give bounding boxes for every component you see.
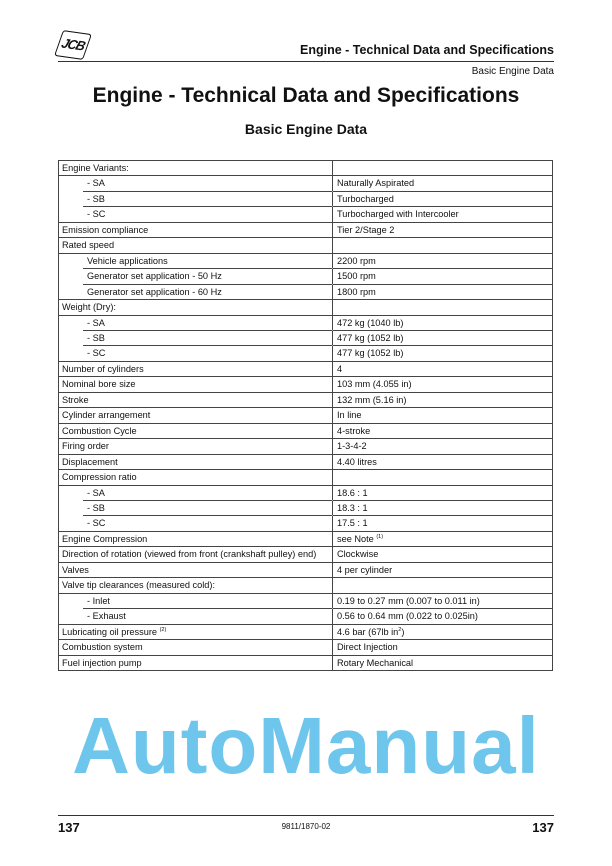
spec-value (333, 408, 552, 423)
spec-value (333, 377, 552, 392)
spec-value (333, 207, 552, 222)
spec-label (59, 377, 333, 392)
spec-value-text: 1-3-4-2 (337, 441, 367, 452)
spec-label-text: - SB (87, 332, 105, 343)
spec-label-text: Firing order (62, 441, 109, 452)
table-row (59, 640, 552, 655)
spec-label (59, 285, 333, 300)
spec-label (59, 300, 333, 315)
spec-label-text: Weight (Dry): (62, 302, 116, 313)
table-row (59, 532, 552, 547)
spec-value (333, 455, 552, 470)
spec-value (333, 192, 552, 207)
spec-value (333, 285, 552, 300)
spec-value (333, 254, 552, 269)
spec-label-text: - Inlet (87, 595, 110, 606)
table-row (59, 424, 552, 439)
spec-value (333, 501, 552, 516)
spec-label-text: - SC (87, 518, 106, 529)
spec-label (59, 547, 333, 562)
spec-value (333, 424, 552, 439)
spec-value (333, 269, 552, 284)
spec-value-text: Direct Injection (337, 642, 398, 653)
spec-label (59, 439, 333, 454)
spec-label-text: - SA (87, 487, 105, 498)
section-title: Basic Engine Data (244, 121, 368, 137)
table-row (59, 161, 552, 176)
table-row (59, 486, 552, 501)
spec-value-text: 0.56 to 0.64 mm (0.022 to 0.025in) (337, 611, 478, 622)
spec-label (59, 609, 333, 624)
table-row (59, 192, 552, 207)
table-row (59, 609, 552, 624)
page-title: Engine - Technical Data and Specifications (92, 84, 520, 107)
spec-label (59, 346, 333, 361)
spec-value (333, 362, 552, 377)
spec-value-text: 4-stroke (337, 425, 371, 436)
spec-label-text: Engine Compression (62, 533, 148, 544)
spec-label-text: Combustion system (62, 642, 143, 653)
table-row (59, 377, 552, 392)
spec-value (333, 176, 552, 191)
spec-label (59, 501, 333, 516)
spec-label (59, 393, 333, 408)
spec-value-text: Tier 2/Stage 2 (337, 224, 395, 235)
spec-label-text: Nominal bore size (62, 379, 136, 390)
table-row (59, 269, 552, 284)
footnote-ref: (2) (159, 626, 167, 633)
spec-value-text: 2200 rpm (337, 255, 376, 266)
table-row (59, 547, 552, 562)
spec-value (333, 532, 552, 547)
spec-value-text: Turbocharged with Intercooler (337, 209, 459, 220)
spec-label (59, 254, 333, 269)
spec-label (59, 578, 333, 593)
header-divider (58, 61, 554, 62)
footer-divider (58, 815, 554, 816)
spec-label-text: Rated speed (62, 240, 115, 251)
spec-value-text: 477 kg (1052 lb) (337, 348, 404, 359)
table-row (59, 238, 552, 253)
table-row (59, 594, 552, 609)
watermark: AutoManual (72, 701, 540, 790)
spec-label (59, 362, 333, 377)
spec-value-text: 103 mm (4.055 in) (337, 379, 412, 390)
spec-value-text: Rotary Mechanical (337, 657, 414, 668)
table-row (59, 300, 552, 315)
spec-label-text: Number of cylinders (62, 363, 144, 374)
spec-label (59, 176, 333, 191)
table-row (59, 316, 552, 331)
spec-value (333, 578, 552, 593)
table-row (59, 223, 552, 238)
running-header-title: Engine - Technical Data and Specifications (300, 43, 554, 57)
spec-label (59, 269, 333, 284)
spec-value (333, 393, 552, 408)
spec-value (333, 640, 552, 655)
table-row (59, 393, 552, 408)
spec-value-text: 4 per cylinder (337, 564, 393, 575)
spec-value (333, 516, 552, 531)
spec-label (59, 532, 333, 547)
spec-label-text: - SB (87, 193, 105, 204)
spec-value (333, 300, 552, 315)
spec-label (59, 207, 333, 222)
spec-label (59, 424, 333, 439)
table-row (59, 625, 552, 640)
footnote-ref: (1) (376, 533, 384, 540)
spec-label (59, 331, 333, 346)
table-row (59, 501, 552, 516)
spec-value (333, 238, 552, 253)
table-row (59, 516, 552, 531)
spec-value (333, 161, 552, 176)
spec-label (59, 223, 333, 238)
table-row (59, 455, 552, 470)
spec-value-text: see Note (337, 533, 374, 544)
spec-label (59, 594, 333, 609)
table-row (59, 346, 552, 361)
spec-value (333, 609, 552, 624)
table-row (59, 362, 552, 377)
spec-label (59, 656, 333, 671)
document-number: 9811/1870-02 (281, 822, 331, 831)
spec-value-text: 1500 rpm (337, 271, 376, 282)
spec-value-text: 4.40 litres (337, 456, 377, 467)
spec-value-text: 17.5 : 1 (337, 518, 368, 529)
spec-value-text: Clockwise (337, 549, 379, 560)
table-row (59, 408, 552, 423)
spec-value-text: 1800 rpm (337, 286, 376, 297)
spec-label (59, 516, 333, 531)
page-number-left: 137 (58, 820, 80, 835)
spec-label-text: Generator set application - 60 Hz (87, 286, 222, 297)
spec-label-text: Generator set application - 50 Hz (87, 271, 222, 282)
spec-label (59, 238, 333, 253)
spec-label (59, 486, 333, 501)
spec-value-text: 132 mm (5.16 in) (337, 394, 407, 405)
page-number-right: 137 (532, 820, 554, 835)
spec-label (59, 640, 333, 655)
table-row (59, 207, 552, 222)
spec-label-text: Emission compliance (62, 224, 149, 235)
spec-value (333, 223, 552, 238)
spec-label (59, 455, 333, 470)
spec-label-text: Engine Variants: (62, 163, 129, 173)
running-header-subtitle: Basic Engine Data (471, 66, 554, 77)
table-row (59, 656, 552, 671)
footnote-ref: 2 (398, 626, 402, 633)
spec-value (333, 486, 552, 501)
spec-label-text: Displacement (62, 456, 118, 467)
spec-value-text: In line (337, 410, 362, 421)
spec-label-text: Vehicle applications (87, 255, 168, 266)
spec-value-text: 4 (337, 363, 343, 374)
spec-label-text: Lubricating oil pressure (62, 626, 157, 637)
table-row (59, 470, 552, 485)
jcb-logo: JCB (54, 30, 92, 60)
spec-label-text: - SB (87, 502, 105, 513)
spec-value (333, 625, 552, 640)
table-row (59, 439, 552, 454)
spec-label-text: Stroke (62, 394, 89, 405)
spec-value-text: 477 kg (1052 lb) (337, 332, 404, 343)
table-row (59, 285, 552, 300)
spec-label-text: Combustion Cycle (62, 425, 137, 436)
spec-value (333, 470, 552, 485)
table-row (59, 331, 552, 346)
spec-value (333, 563, 552, 578)
spec-label (59, 563, 333, 578)
spec-label-text: - SA (87, 178, 105, 189)
spec-value (333, 656, 552, 671)
spec-label (59, 408, 333, 423)
spec-label-text: Valves (62, 564, 89, 575)
spec-label-text: Cylinder arrangement (62, 410, 151, 421)
spec-value-text: 0.19 to 0.27 mm (0.007 to 0.011 in) (337, 595, 480, 606)
spec-label (59, 316, 333, 331)
table-row (59, 563, 552, 578)
spec-label-text: - SC (87, 209, 106, 220)
spec-value (333, 316, 552, 331)
spec-value-text: 18.3 : 1 (337, 502, 368, 513)
spec-value-text: 472 kg (1040 lb) (337, 317, 404, 328)
spec-label-text: Valve tip clearances (measured cold): (62, 580, 216, 591)
spec-label (59, 625, 333, 640)
spec-value-text: Turbocharged (337, 193, 394, 204)
spec-label-text: - SC (87, 348, 106, 359)
spec-value (333, 331, 552, 346)
spec-label-text: Direction of rotation (viewed from front (crankshaft pulley) end) (62, 549, 317, 560)
spec-label-text: Fuel injection pump (62, 657, 142, 668)
spec-value-tail: ) (401, 626, 405, 637)
spec-value (333, 439, 552, 454)
spec-value (333, 594, 552, 609)
spec-label (59, 161, 333, 176)
spec-label (59, 470, 333, 485)
spec-value-text: 4.6 bar (67lb in (337, 626, 399, 637)
spec-value-text: 18.6 : 1 (337, 487, 368, 498)
table-row (59, 578, 552, 593)
spec-label-text: - SA (87, 317, 105, 328)
spec-value-text: Naturally Aspirated (337, 178, 415, 189)
spec-label-text: Compression ratio (62, 472, 137, 483)
spec-label-text: - Exhaust (87, 611, 126, 622)
table-row (59, 176, 552, 191)
spec-value (333, 346, 552, 361)
spec-value (333, 547, 552, 562)
spec-label (59, 192, 333, 207)
table-row (59, 254, 552, 269)
engine-data-table (58, 160, 553, 671)
